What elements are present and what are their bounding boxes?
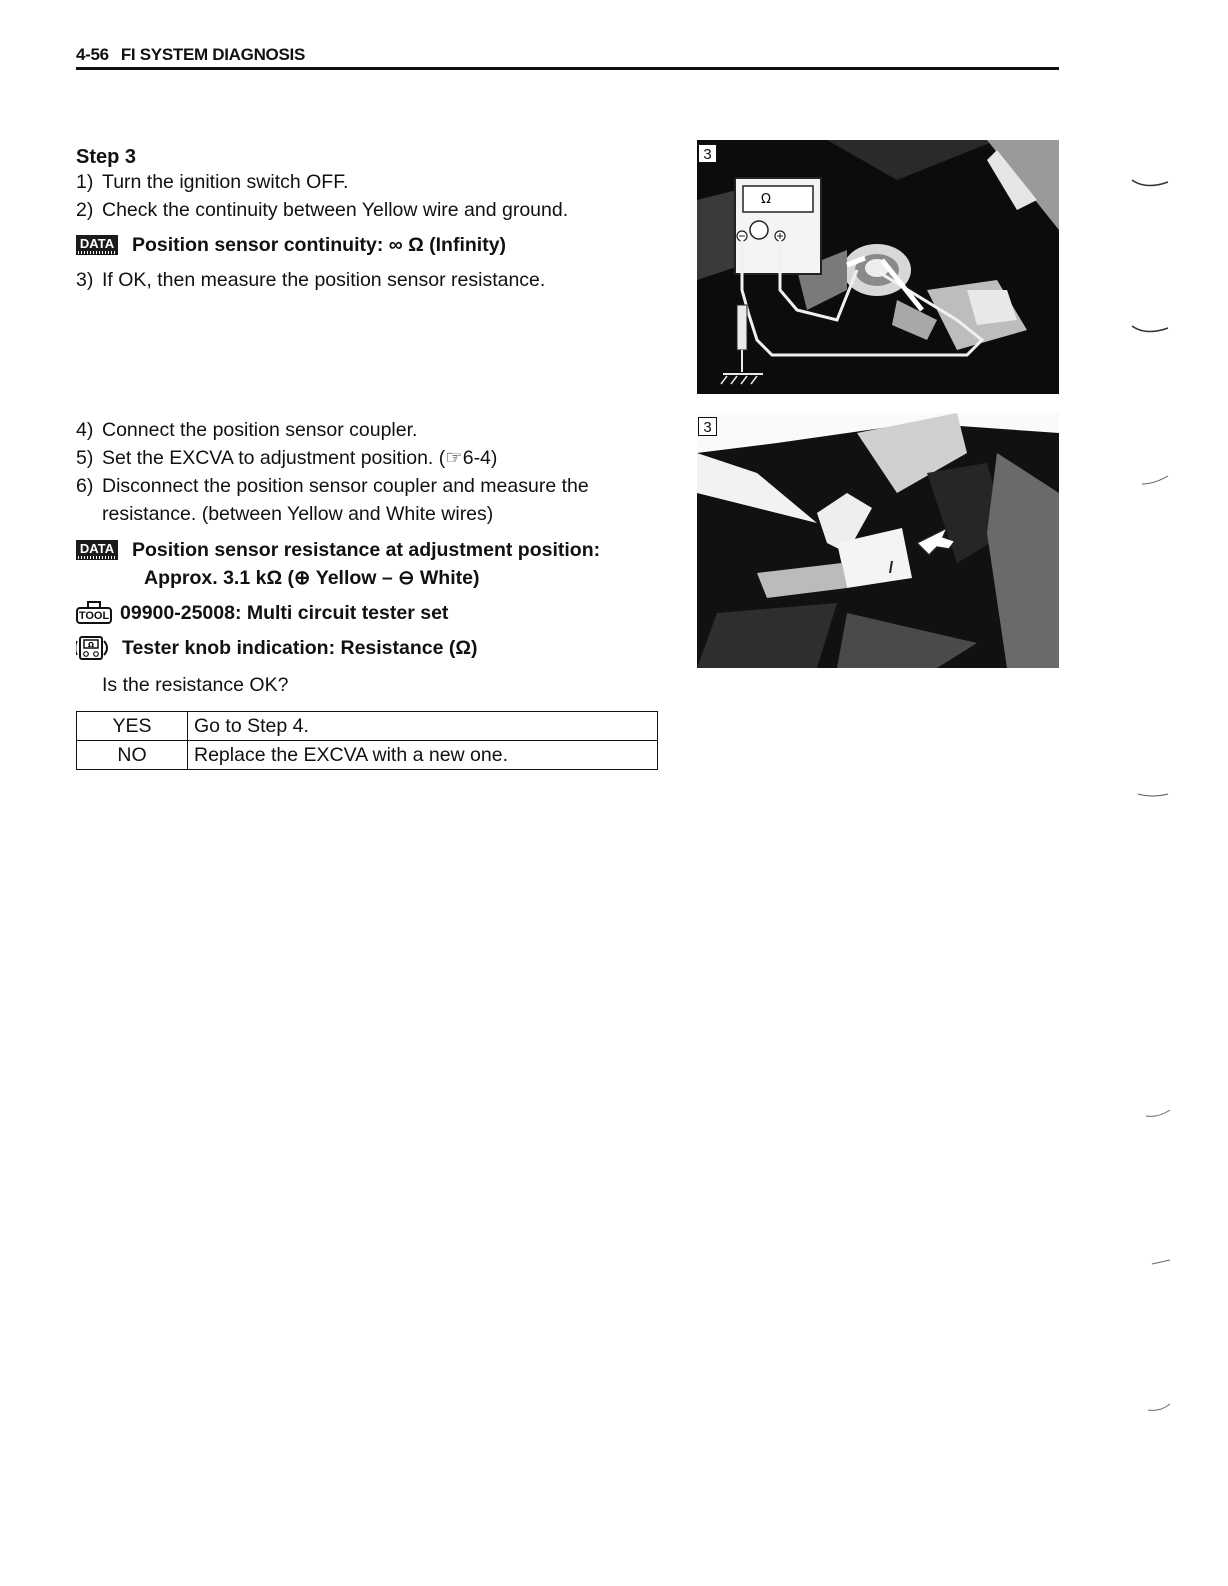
item-number: 4) — [76, 419, 94, 441]
svg-text:Ω: Ω — [88, 641, 94, 649]
binding-mark — [1130, 176, 1170, 190]
binding-mark — [1150, 1258, 1172, 1268]
list-item — [76, 416, 417, 444]
page-number: 4-56 — [76, 45, 109, 64]
spec-value: Approx. 3.1 kΩ (⊕ Yellow – ⊖ White) — [144, 567, 480, 589]
meter-symbol: Ω — [761, 192, 771, 207]
list-item — [76, 196, 568, 224]
item-text: Connect the position sensor coupler. — [102, 419, 418, 441]
binding-mark — [1144, 1108, 1172, 1120]
tester-knob-spec — [76, 634, 478, 662]
answer-table — [76, 711, 658, 770]
data-icon: DATA — [76, 540, 118, 560]
action-cell: Replace the EXCVA with a new one. — [188, 741, 658, 770]
tool-spec — [76, 600, 448, 626]
binding-mark — [1130, 322, 1170, 336]
toolbox-icon: TOOL — [76, 601, 114, 625]
spec-resistance — [76, 537, 600, 563]
list-item — [76, 168, 348, 196]
list-item — [76, 472, 589, 500]
action-cell: Go to Step 4. — [188, 712, 658, 741]
binding-mark — [1136, 788, 1170, 800]
question: Is the resistance OK? — [102, 674, 289, 696]
item-text: Disconnect the position sensor coupler and measure the — [102, 475, 589, 497]
table-row — [77, 712, 658, 741]
binding-mark — [1140, 474, 1170, 488]
item-continuation: resistance. (between Yellow and White wires) — [102, 503, 494, 525]
table-row — [77, 741, 658, 770]
item-text: Turn the ignition switch OFF. — [102, 171, 349, 193]
spec-text: Position sensor resistance at adjustment position: — [132, 538, 601, 561]
answer-cell: YES — [77, 712, 188, 741]
item-number: 6) — [76, 475, 94, 497]
list-item — [76, 266, 545, 294]
list-item — [76, 444, 497, 472]
item-number: 5) — [76, 447, 94, 469]
spec-text: Position sensor continuity: ∞ Ω (Infinity) — [132, 233, 507, 256]
page-header — [76, 44, 1059, 70]
item-text: Set the EXCVA to adjustment position. (☞6-4) — [102, 447, 498, 469]
step-title: Step 3 — [76, 146, 137, 168]
item-number: 2) — [76, 199, 94, 221]
tester-text: Tester knob indication: Resistance (Ω) — [122, 636, 478, 659]
tester-icon — [76, 635, 116, 661]
answer-cell: NO — [77, 741, 188, 770]
binding-mark — [1146, 1402, 1172, 1414]
data-icon: DATA — [76, 235, 118, 255]
continuity-test-photo — [697, 140, 1059, 394]
figure-label: 3 — [698, 144, 717, 163]
section-title: FI SYSTEM DIAGNOSIS — [120, 45, 305, 64]
coupler-photo — [697, 413, 1059, 668]
figure-label: 3 — [698, 417, 717, 436]
item-text: Check the continuity between Yellow wire and ground. — [102, 199, 569, 221]
item-text: If OK, then measure the position sensor resistance. — [102, 269, 546, 291]
item-number: 3) — [76, 269, 94, 291]
item-number: 1) — [76, 171, 94, 193]
spec-continuity — [76, 232, 506, 258]
tool-text: 09900-25008: Multi circuit tester set — [120, 601, 449, 624]
